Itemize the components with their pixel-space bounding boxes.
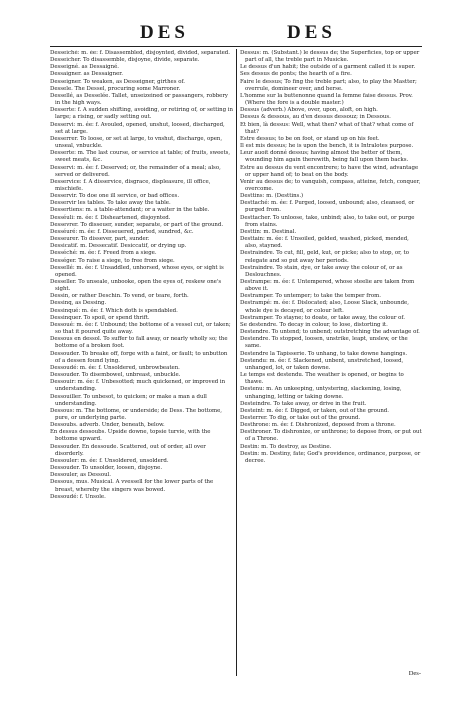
dictionary-entry: Destraindre. To cut, fill, geld, kut, or picke; also to stop, or, to relegate and so put away her periods. [240, 250, 409, 264]
dictionary-entry: Desséuli: m. ée: f. Disheartened, disjoynted. [50, 214, 171, 221]
dictionary-entry: Le dessus d'un habit; the outside of a garment called it is super. [240, 64, 416, 71]
dictionary-entry: Estre au dessus du vent encontrere; to have the wind, advantage or upper hand of; to beat on the body. [240, 164, 419, 178]
catchword: Des- [408, 670, 421, 677]
right-column [240, 50, 423, 670]
dictionary-entry: Desséuré: m. ée: f. Disseuered, parted, sundred, &c. [50, 228, 194, 235]
dictionary-entry: Ses dessus de ponts; the hearth of a fire. [240, 71, 352, 78]
dictionary-entry: Dességer. To raise a siege, to free from siege. [50, 257, 175, 264]
dictionary-entry: Dessouler, as Dessoul. [50, 472, 111, 479]
dictionary-entry: Dessaigner. as Dessaigner. [50, 71, 123, 78]
dictionary-entry: Leur auoit donné dessus; having almost the better of them, wounding him again therewith, being fall upon them backs. [240, 150, 409, 164]
dictionary-entry: Dessellé: m. ée: f. Unsaddled, unhorsed, whose eyes, or sight is opened. [50, 264, 224, 278]
dictionary-entry: Dessoudé: m. ée: f. Unsoldered, unbrowbeaten. [50, 364, 180, 371]
dictionary-entry: Venir au dessus de; to vanquish, compass, atteine, fetch, conquer, overcome. [240, 178, 421, 192]
header-right: DES [287, 22, 336, 43]
dictionary-entry: Dessous: m. The bottome, or underside; de Dess. The bottome, pure, or underlying parte. [50, 407, 223, 421]
dictionary-entry: Desseicher. To disassemble, disjoyne, divide, separate. [50, 57, 200, 64]
dictionary-entry: Desséché: m. ée: f. Freed from a siege. [50, 250, 157, 257]
dictionary-entry: Dessus: m. (Substant.) le dessus de; the Superficies, top or upper part of all, the treble part in Musicke. [240, 50, 420, 64]
dictionary-entry: Destendre. To stopped, loosen, unstrike, leapt, unslew, or the same. [240, 336, 408, 350]
dictionary-entry: Desserte: f. A sudden shifting, avoiding, or retiring of, or setting in large; a rising, or sadly setting out. [50, 107, 233, 121]
dictionary-entry: Dessinq, as Dessing. [50, 300, 107, 307]
dictionary-entry: L'homme sur la buttenonne quand la femme faise dessus. Prov. (Where the fore is a double master.) [240, 92, 413, 107]
dictionary-entry: Desterrer. To dig, or take out of the ground. [240, 414, 361, 421]
dictionary-entry: Dessinquer. To spoil, or spend thrift. [50, 314, 150, 321]
dictionary-entry: Desttacher. To unloose, take, unbind; also, to take out, or purge from stains. [240, 214, 415, 228]
header-left: DES [140, 22, 189, 43]
dictionary-entry: Il est mis dessus; he is upon the bench, it is Intralotes purpose. [240, 143, 414, 150]
dictionary-entry: Dessouder. En dessoude. Scattered, out of order, all over disorderly. [50, 443, 206, 457]
dictionary-entry: Desteindre. To take away, or drive in the fruit. [240, 400, 367, 407]
dictionary-entry: Desteint: m. ée: f. Digged, or taken, out of the ground. [240, 407, 389, 414]
dictionary-entry: Se destendre. To decay in colour, to lose, distorting it. [240, 321, 388, 328]
dictionary-entry: Desservice: f. A disservice, disgrace, displeasure, ill office, mischiefe. [50, 178, 211, 192]
dictionary-entry: En dessus dessoubs. Upside downe, topsie turvie, with the bottome upward. [50, 429, 211, 443]
dictionary-entry: Destramper. To untemper; to take the temper from. [240, 293, 381, 300]
dictionary-entry: Dessoubs. adverb. Under, beneath, below. [50, 422, 165, 429]
dictionary-entry: Desseiché: m. ée: f. Disassembled, disjoynted, divided, separated. [50, 50, 230, 56]
dictionary-entry: Dessus (adverb.) Above, over, upon, aloft, on high. [240, 107, 378, 114]
dictionary-entry: Destin: m. Destiny, fate; God's providence, ordinance, purpose, or decree. [240, 450, 421, 464]
dictionary-entry: Desthrone: m. ée: f. Dishronized, deposed from a throne. [240, 422, 396, 429]
dictionary-entry: Desseller. To unseale, unbooke, open the eyes of, reskew one's sight. [50, 279, 222, 293]
dictionary-entry: Desttins: m. (Desttins.) [240, 193, 304, 200]
dictionary-entry: Dessele. The Dessel, procuring some Marroner. [50, 85, 181, 92]
dictionary-entry: Desttaché: m. ée: f. Purged, loosed, unbound; also, cleansed, or purged from. [240, 200, 415, 214]
dictionary-entry: Dessicatif. m. Dessecatif. Desiccatif, or drying up. [50, 243, 187, 250]
dictionary-entry: Dessertiens: m. a table-attendant; or a waiter in the table. [50, 207, 210, 214]
dictionary-entry: Destendre. To untend; to unbend; outstretching the advantage of. [240, 329, 420, 336]
dictionary-entry: Dessouder. To unsolder, loosen, disjoyne. [50, 465, 163, 472]
dictionary-entry: Dessoudé: f. Unsole. [50, 493, 106, 500]
header-rule [50, 46, 422, 47]
dictionary-entry: Destraindre. To stain, dye, or take away the colour of, or as Deslouchnes. [240, 264, 403, 278]
dictionary-entry: Dessus & dessous, au d'en dessus dessouz; in Dessous. [240, 114, 391, 121]
dictionary-entry: Desservir les tables. To take away the table. [50, 200, 171, 207]
dictionary-entry: Destin: m. To destroy, as Destine. [240, 443, 332, 450]
dictionary-entry: Destrampe: m. ée: f. Untempered, whose steelie are taken from above it. [240, 279, 415, 293]
dictionary-entry: Destramper. To stayne; to doate, or take away, the colour of. [240, 314, 405, 321]
dictionary-entry: Desseigné. as Dessaigné. [50, 64, 120, 71]
dictionary-entry: Desttain: m. ée: f. Unsoiled, gelded, washed, picked, mended, also, stayned. [240, 236, 409, 250]
dictionary-entry: Desservi: m. ée: f. Avouled, opened, unshut, loosed, discharged, set at large. [50, 121, 225, 135]
dictionary-entry: Desservir. To doe one ill service, or bad offices. [50, 193, 180, 200]
dictionary-entry: Faire le dessus; To fing the treble part; also, to play the Mastter; overrule, domineer over, and herse. [240, 78, 417, 92]
dictionary-entry: Desseurer. To dissever, part, sunder. [50, 236, 150, 243]
dictionary-entry: Dessoué: m. ée: f. Unbound; the bottome of a vessel cut, or taken; so that it poured quite away. [50, 321, 231, 336]
dictionary-entry: Destrampé: m. ée: f. Dislocated; also, Loose Slack, unbounde, whole dye is decayed, or colour left. [240, 300, 409, 314]
dictionary-entry: Desthroner. To dishronize, or unthrone; to depose from, or put out of a Throne. [240, 429, 422, 443]
dictionary-entry: Dessous en dessol. To suffer to fall away, or nearly wholly so; the bottome of a broken foot. [50, 336, 228, 350]
dictionary-entry: Estre dessus; to be on foot, or stand up on his feet. [240, 135, 380, 142]
column-divider [236, 49, 237, 676]
dictionary-entry: Et bien, là dessus: Well, what then? what of that? what come of that? [240, 121, 414, 135]
left-column [50, 50, 233, 670]
dictionary-entry: Desttin: m. Destinal. [240, 228, 297, 235]
dictionary-entry: Destendu: m. ée: f. Slackened, unbent, unstretched, loosed, unhanged, lot, or taken downe. [240, 357, 404, 371]
dictionary-entry: Desseigner. To weaken, as Desseigner, girthes of. [50, 78, 185, 85]
dictionary-entry: Dessellé, as Desselée. Tallet, unseizeined or passangers, robbery in the high ways. [50, 92, 228, 107]
dictionary-entry: Dessouder. To disembowel, unbreast, unbuckle. [50, 372, 181, 379]
dictionary-entry: Desserte: m. The last course, or service at table; of fruits, sweets, sweet meats, &c. [50, 150, 231, 164]
dictionary-entry: Dessouler: m. ée: f. Unsoldered, unsolderd. [50, 457, 169, 464]
dictionary-entry: Dessinqué: m. ée: f. Which doth is spendabled. [50, 307, 178, 314]
dictionary-entry: Dessouder. To breake off, forge with a faint, or fault; to unbutton of a dessen found lying. [50, 350, 228, 364]
dictionary-entry: Desserrer. To loose, or set at large, to vnshut, discharge, open, unseal, vnbuckle. [50, 135, 223, 150]
dictionary-entry: Destenu: m. An unkeeping, untystering, slackening, losing, unhanging, letting or taking downe. [240, 386, 402, 400]
dictionary-entry: Dessevrer. To disseuer, sunder, separate, or part of the ground. [50, 221, 224, 228]
dictionary-entry: Dessouir: m. ée: f. Unbesotted; much quickened, or improved in understanding. [50, 379, 226, 393]
dictionary-entry: Dessous, mus. Musical. A vvessell for the lower parts of the breast, whereby the singers was bowed. [50, 479, 214, 493]
dictionary-entry: Destendre la Tapisserie. To unhang, to take downe hangings. [240, 350, 408, 357]
dictionary-entry: Dessouiller. To unbesot, to quicken; or make a man a dull understanding. [50, 393, 207, 407]
dictionary-entry: Desservi: m. ée: f. Deserved; or, the remainder of a meal; also, served or delivered. [50, 164, 221, 178]
dictionary-entry: Dessin, or rather Deschin. To vend, or teare, forth. [50, 293, 189, 300]
dictionary-entry: Le temps est destendu. The weather is opened, or begins to thawe. [240, 372, 404, 386]
